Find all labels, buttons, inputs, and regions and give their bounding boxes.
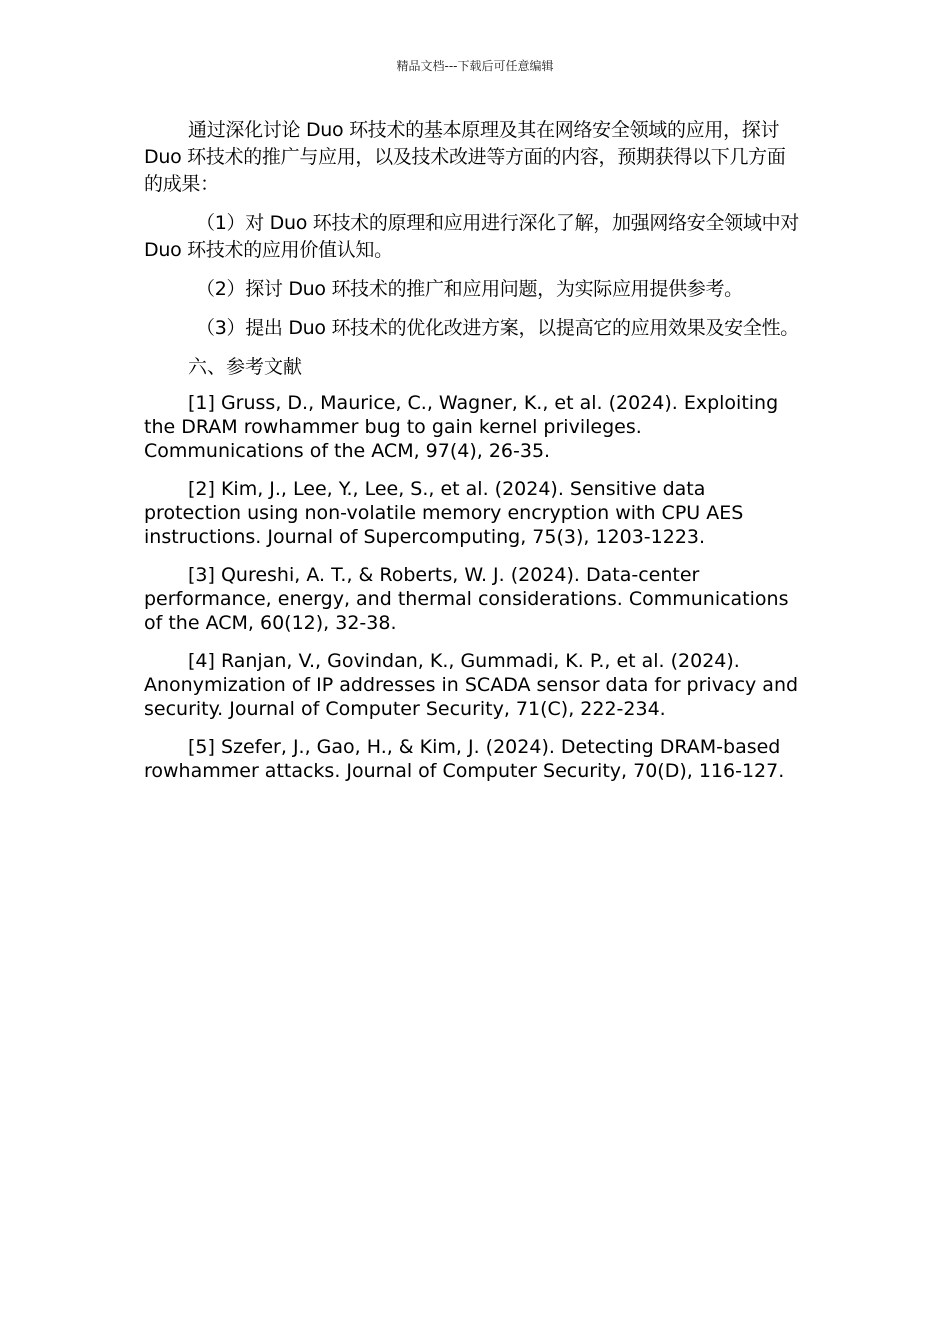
reference-item-3: [3] Qureshi, A. T., & Roberts, W. J. (2024). Data-center performance, energy, and thermal considerations. Communications of the ACM, 60(12), 32-38. — [144, 564, 789, 634]
document-body — [144, 117, 804, 797]
reference-item-5: [5] Szefer, J., Gao, H., & Kim, J. (2024). Detecting DRAM-based rowhammer attacks. Journal of Computer Security, 70(D), 116-127. — [144, 736, 785, 782]
outcome-item-2: （2）探讨 Duo 环技术的推广和应用问题，为实际应用提供参考。 — [196, 278, 743, 300]
references-heading: 六、参考文献 — [188, 356, 303, 378]
outcome-item-3: （3）提出 Duo 环技术的优化改进方案，以提高它的应用效果及安全性。 — [196, 317, 799, 339]
intro-paragraph: 通过深化讨论 Duo 环技术的基本原理及其在网络安全领域的应用，探讨 Duo 环技术的推广与应用，以及技术改进等方面的内容，预期获得以下几方面的成果： — [144, 119, 786, 195]
outcome-item-1: （1）对 Duo 环技术的原理和应用进行深化了解，加强网络安全领域中对 Duo 环技术的应用价值认知。 — [144, 212, 799, 261]
page-header: 精品文档---下载后可任意编辑 — [396, 59, 554, 73]
reference-item-1: [1] Gruss, D., Maurice, C., Wagner, K., et al. (2024). Exploiting the DRAM rowhammer bug to gain kernel privileges. Communications of the ACM, 97(4), 26-35. — [144, 392, 779, 462]
reference-item-2: [2] Kim, J., Lee, Y., Lee, S., et al. (2024). Sensitive data protection using non-volatile memory encryption with CPU AES instructions. Journal of Supercomputing, 75(3), 1203-1223. — [144, 478, 744, 548]
reference-item-4: [4] Ranjan, V., Govindan, K., Gummadi, K. P., et al. (2024). Anonymization of IP addresses in SCADA sensor data for privacy and security. Journal of Computer Security, 71(C), 222-234. — [144, 650, 799, 720]
